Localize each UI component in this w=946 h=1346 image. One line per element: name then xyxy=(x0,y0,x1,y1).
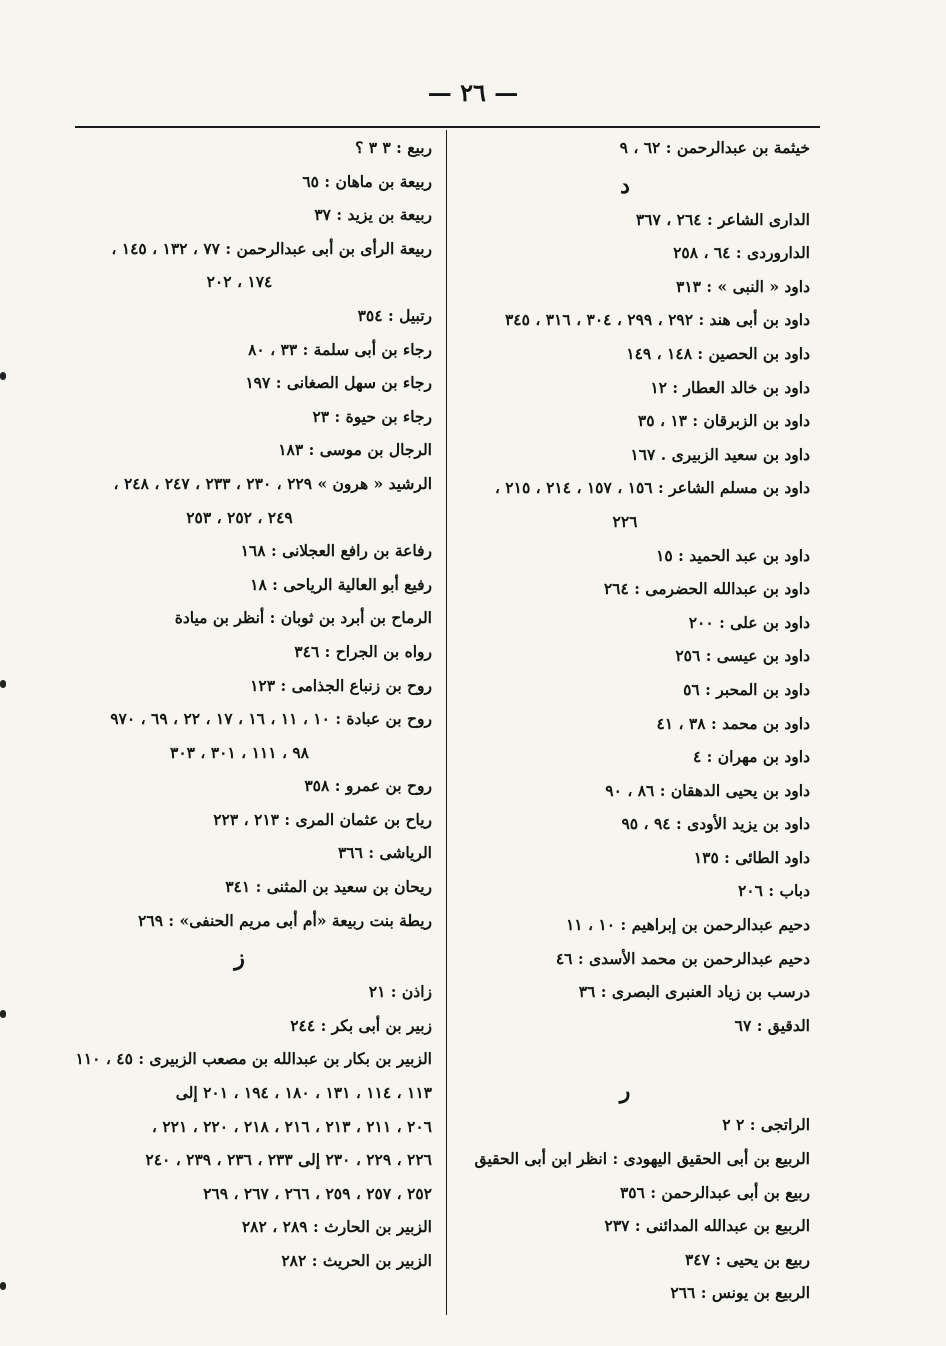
section-letter: ز xyxy=(234,945,245,972)
index-entry: ٢٠٦ ، ٢١١ ، ٢١٣ ، ٢١٦ ، ٢١٨ ، ٢٢٠ ، ٢٢١ ، xyxy=(151,1116,432,1136)
index-entry-continuation: ٢٤٩ ، ٢٥٢ ، ٢٥٣ xyxy=(186,507,293,527)
index-entry: دحيم عبدالرحمن بن محمد الأسدى : ٤٦ xyxy=(555,948,810,968)
index-entry: داود بن يزيد الأودى : ٩٤ ، ٩٥ xyxy=(621,814,810,834)
index-entry: زبير بن أبى بكر : ٢٤٤ xyxy=(290,1015,432,1035)
index-entry: روح بن زنباع الجذامى : ١٢٣ xyxy=(250,675,432,695)
right-column xyxy=(440,138,810,1317)
header-rule xyxy=(75,126,820,128)
index-entry: ربيع بن يحيى : ٣٤٧ xyxy=(684,1249,810,1269)
margin-mark xyxy=(0,1282,6,1290)
index-entry: ٢٥٢ ، ٢٥٧ ، ٢٥٩ ، ٢٦٦ ، ٢٦٧ ، ٢٦٩ xyxy=(203,1183,432,1203)
index-entry: رفاعة بن رافع العجلانى : ١٦٨ xyxy=(240,541,432,561)
index-entry: داود بن محمد : ٣٨ ، ٤١ xyxy=(656,713,810,733)
index-entry: داود بن المحبر : ٥٦ xyxy=(683,679,810,699)
index-entry-continuation: ٢٢٦ xyxy=(612,511,638,531)
index-entry: رجاء بن أبى سلمة : ٣٣ ، ٨٠ xyxy=(248,339,432,359)
index-entry: داود بن أبى هند : ٢٩٢ ، ٢٩٩ ، ٣٠٤ ، ٣١٦ ، ٣٤٥ xyxy=(504,310,810,330)
index-entry-continuation: ١٧٤ ، ٢٠٢ xyxy=(206,272,273,292)
margin-mark xyxy=(0,1010,6,1018)
index-entry: الزبير بن الحارث : ٢٨٩ ، ٢٨٢ xyxy=(241,1217,432,1237)
index-entry: رجاء بن سهل الصغانى : ١٩٧ xyxy=(245,373,432,393)
index-entry: رياح بن عثمان المرى : ٢١٣ ، ٢٢٣ xyxy=(213,809,432,829)
index-entry-continuation: ٩٨ ، ١١١ ، ٣٠١ ، ٣٠٣ xyxy=(170,742,309,762)
index-entry: الزبير بن بكار بن عبدالله بن مصعب الزبيرى : ٤٥ ، ١١٠ xyxy=(75,1049,432,1069)
section-gap xyxy=(440,1049,810,1073)
index-entry: الزبير بن الحريث : ٢٨٢ xyxy=(281,1251,432,1270)
index-entry: زاذن : ٢١ xyxy=(368,982,432,1002)
index-entry: الراتجى : ٢ ٢ xyxy=(722,1115,810,1135)
index-entry: الربيع بن عبدالله المدائنى : ٢٣٧ xyxy=(604,1216,810,1236)
section-letter: د xyxy=(620,172,630,199)
index-entry: داود « النبى » : ٣١٣ xyxy=(676,276,810,296)
index-entry: ربيع بن أبى عبدالرحمن : ٣٥٦ xyxy=(619,1182,810,1202)
section-letter: ر xyxy=(619,1078,631,1105)
index-entry: الدارى الشاعر : ٢٦٤ ، ٣٦٧ xyxy=(635,209,810,229)
index-entry: الرماح بن أبرد بن ثوبان : أنظر بن ميادة xyxy=(174,608,432,628)
index-entry: ربيعة بن ماهان : ٦٥ xyxy=(302,171,432,191)
index-entry: خيثمة بن عبدالرحمن : ٦٢ ، ٩ xyxy=(619,138,810,157)
index-entry: داود بن يحيى الدهقان : ٨٦ ، ٩٠ xyxy=(605,780,810,800)
index-entry: ١١٣ ، ١١٤ ، ١٣١ ، ١٨٠ ، ١٩٤ ، ٢٠١ إلى xyxy=(175,1083,432,1103)
index-entry: الربيع بن يونس : ٢٦٦ xyxy=(670,1283,810,1303)
index-entry: رواه بن الجراح : ٣٤٦ xyxy=(294,641,432,661)
index-entry: داود الطائى : ١٣٥ xyxy=(693,847,810,867)
index-entry: ٢٢٦ ، ٢٢٩ ، ٢٣٠ إلى ٢٣٣ ، ٢٣٦ ، ٢٣٩ ، ٢٤٠ xyxy=(145,1150,432,1170)
index-entry: داود بن خالد العطار : ١٢ xyxy=(650,377,810,397)
page-number: — ٢٦ — xyxy=(427,78,519,107)
index-entry: الرشيد « هرون » ٢٢٩ ، ٢٣٠ ، ٢٣٣ ، ٢٤٧ ، ٢٤٨ ، xyxy=(113,473,432,493)
index-entry: رتبيل : ٣٥٤ xyxy=(357,305,432,325)
index-entry: ربيعة الرأى بن أبى عبدالرحمن : ٧٧ ، ١٣٢ ، ١٤٥ ، xyxy=(111,238,432,258)
index-entry: رفيع أبو العالية الرياحى : ١٨ xyxy=(250,574,432,594)
index-entry: درسب بن زياد العنبرى البصرى : ٣٦ xyxy=(578,982,810,1002)
index-entry: دحيم عبدالرحمن بن إبراهيم : ١٠ ، ١١ xyxy=(565,915,810,935)
index-entry: روح بن عبادة : ١٠ ، ١١ ، ١٦ ، ١٧ ، ٢٢ ، ٦٩ ، ٩٧٠ xyxy=(110,709,432,729)
index-entry: الربيع بن أبى الحقيق اليهودى : انظر ابن أبى الحقيق xyxy=(474,1149,810,1169)
index-entry: رجاء بن حيوة : ٢٣ xyxy=(312,406,432,426)
margin-mark xyxy=(0,372,6,380)
index-entry: داود بن مهران : ٤ xyxy=(692,747,810,767)
index-entry: داود بن مسلم الشاعر : ١٥٦ ، ١٥٧ ، ٢١٤ ، ٢١٥ ، xyxy=(494,478,810,498)
index-entry: داود بن سعيد الزبيرى . ١٦٧ xyxy=(630,444,810,464)
margin-mark xyxy=(0,680,6,688)
index-entry: ريحان بن سعيد بن المثنى : ٣٤١ xyxy=(225,877,432,897)
index-entry: داود بن عبدالله الحضرمى : ٢٦٤ xyxy=(603,579,810,599)
index-entry: دباب : ٢٠٦ xyxy=(737,881,810,901)
index-entry: الرياشى : ٣٦٦ xyxy=(337,843,432,863)
index-entry: الرجال بن موسى : ١٨٣ xyxy=(278,440,432,460)
index-entry: داود بن الزبرقان : ١٣ ، ٣٥ xyxy=(637,411,810,431)
index-entry: داود بن الحصين : ١٤٨ ، ١٤٩ xyxy=(626,343,810,363)
index-entry: ربيعة بن يزيد : ٣٧ xyxy=(314,205,432,225)
index-entry: ريطة بنت ربيعة «أم أبى مريم الحنفى» : ٢٦٩ xyxy=(138,910,432,930)
index-entry: الدقيق : ٦٧ xyxy=(734,1015,810,1035)
index-entry: داود بن عبد الحميد : ١٥ xyxy=(656,545,810,565)
index-entry: داود بن على : ٢٠٠ xyxy=(688,612,810,632)
index-entry: روح بن عمرو : ٣٥٨ xyxy=(304,776,432,796)
index-entry: داود بن عيسى : ٢٥٦ xyxy=(675,646,810,666)
index-entry: ربيع : ٣ ٣ ؟ xyxy=(355,138,432,157)
left-column xyxy=(47,138,432,1285)
index-entry: الداروردى : ٦٤ ، ٢٥٨ xyxy=(673,243,810,263)
